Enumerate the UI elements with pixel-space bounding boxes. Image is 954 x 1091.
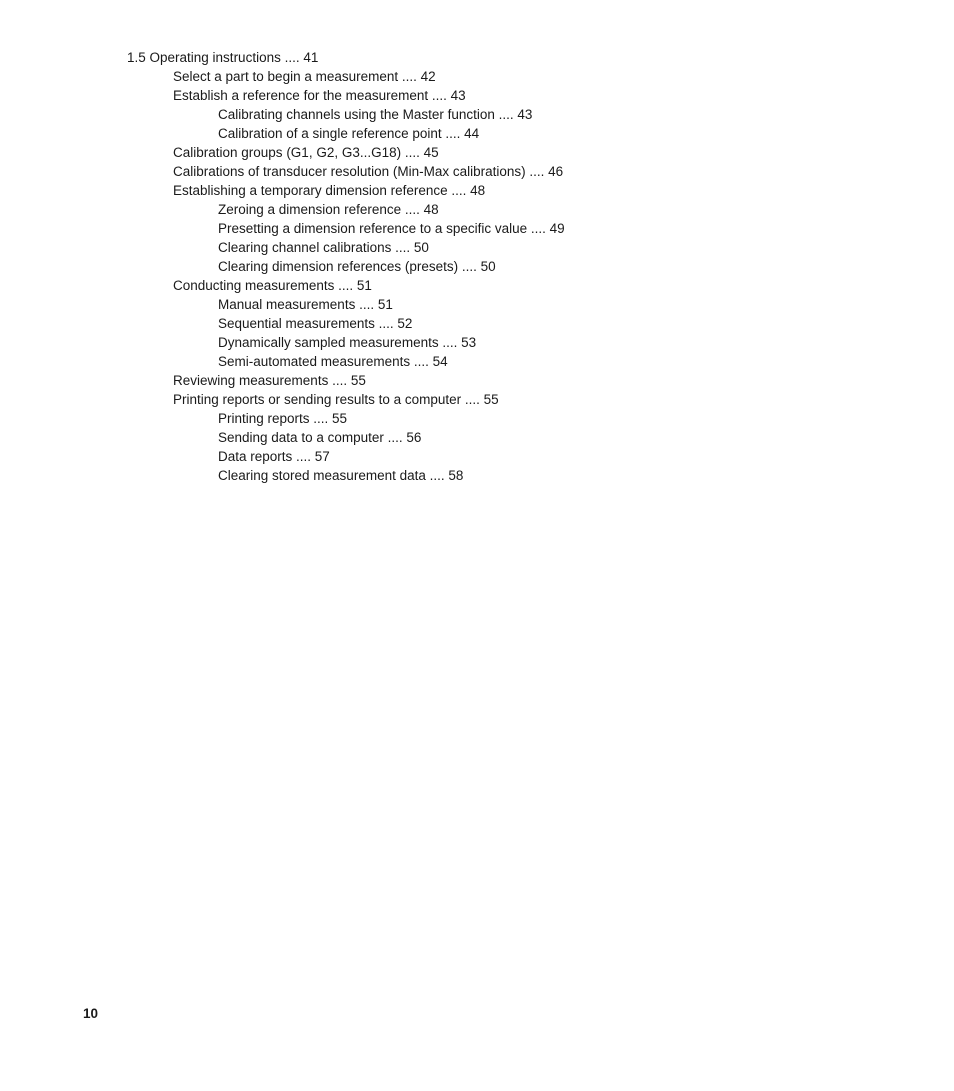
table-of-contents: [0, 48, 954, 485]
toc-entry[interactable]: Calibration groups (G1, G2, G3...G18) .... 45: [173, 145, 439, 160]
toc-entry[interactable]: Printing reports or sending results to a computer .... 55: [173, 392, 499, 407]
toc-entry[interactable]: Semi-automated measurements .... 54: [218, 354, 448, 369]
toc-entry[interactable]: Establishing a temporary dimension reference .... 48: [173, 183, 486, 198]
page-number: 10: [83, 1006, 99, 1021]
toc-entry[interactable]: Clearing channel calibrations .... 50: [218, 240, 429, 255]
toc-entry[interactable]: Presetting a dimension reference to a specific value .... 49: [218, 221, 565, 236]
toc-entry[interactable]: Clearing dimension references (presets) .... 50: [218, 259, 496, 274]
toc-entry[interactable]: Sending data to a computer .... 56: [218, 430, 422, 445]
toc-entry[interactable]: Manual measurements .... 51: [218, 297, 393, 312]
toc-entry[interactable]: Reviewing measurements .... 55: [173, 373, 366, 388]
toc-entry[interactable]: Select a part to begin a measurement .... 42: [173, 69, 436, 84]
toc-entry[interactable]: Data reports .... 57: [218, 449, 330, 464]
toc-entry[interactable]: Calibrations of transducer resolution (Min-Max calibrations) .... 46: [173, 164, 564, 179]
toc-entry[interactable]: Calibration of a single reference point .... 44: [218, 126, 480, 141]
toc-entry[interactable]: Sequential measurements .... 52: [218, 316, 413, 331]
toc-entry[interactable]: Dynamically sampled measurements .... 53: [218, 335, 477, 350]
toc-entry[interactable]: Calibrating channels using the Master function .... 43: [218, 107, 533, 122]
toc-entry[interactable]: Conducting measurements .... 51: [173, 278, 372, 293]
toc-entry[interactable]: Printing reports .... 55: [218, 411, 348, 426]
toc-entry[interactable]: Establish a reference for the measurement .... 43: [173, 88, 466, 103]
toc-entry[interactable]: Clearing stored measurement data .... 58: [218, 468, 464, 483]
toc-entry[interactable]: 1.5 Operating instructions .... 41: [127, 50, 319, 65]
toc-entry[interactable]: Zeroing a dimension reference .... 48: [218, 202, 439, 217]
